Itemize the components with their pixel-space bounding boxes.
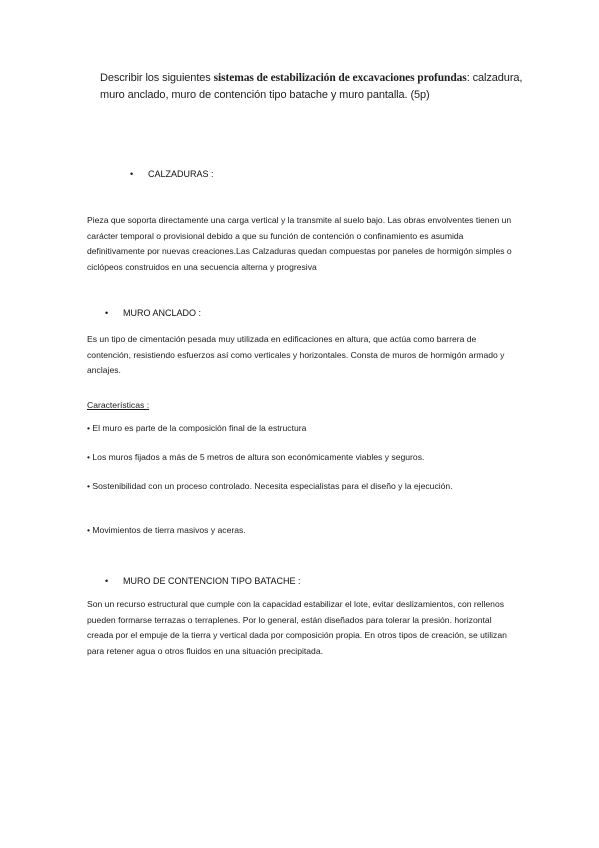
batache-paragraph: Son un recurso estructural que cumple con la capacidad estabilizar el lote, evitar deslizamientos, con rellenos pueden formarse terrazas o terraplenes. Por lo general, están diseñados para tolerar la presión. horizontal creada por el empuje de la tierra y vertical dada por composición propia. En otros tipos de creación, se utilizan para retener agua o otros fluidos en una situación precipitada. bbox=[87, 599, 507, 656]
bullet-icon: • bbox=[105, 308, 109, 318]
heading-text: MURO ANCLADO : bbox=[123, 308, 202, 318]
feature-item: • Sostenibilidad con un proceso controlado. Necesita especialistas para el diseño y la ejecución. bbox=[87, 481, 453, 491]
prompt-suffix: : calzadura, muro anclado, muro de contención tipo batache y muro pantalla. (5p) bbox=[100, 72, 523, 101]
muro-anclado-paragraph: Es un tipo de cimentación pesada muy utilizada en edificaciones en altura, que actúa como barrera de contención, resistiendo esfuerzos así como verticales y horizontales. Consta de muros de hormigón armado y anclajes. bbox=[87, 334, 505, 376]
calzaduras-paragraph: Pieza que soporta directamente una carga vertical y la transmite al suelo bajo. Las obras envolventes tienen un carácter temporal o provisional debido a que su función de contención o confinamiento es asumida definitivamente por nuevas creaciones.Las Calzaduras quedan compuestas por paneles de hormigón simples o ciclópeos construidos en una secuencia alterna y progresiva bbox=[87, 215, 512, 272]
prompt-bold-topic: sistemas de estabilización de excavaciones profundas bbox=[213, 72, 467, 84]
heading-text: CALZADURAS : bbox=[148, 169, 214, 179]
prompt-prefix: Describir los siguientes bbox=[100, 72, 214, 84]
heading-text: MURO DE CONTENCION TIPO BATACHE : bbox=[123, 576, 301, 586]
feature-item: • Los muros fijados a más de 5 metros de altura son económicamente viables y seguros. bbox=[87, 452, 425, 462]
bullet-icon: • bbox=[130, 169, 134, 179]
assignment-prompt bbox=[100, 70, 540, 104]
feature-item: • El muro es parte de la composición final de la estructura bbox=[87, 423, 307, 433]
bullet-icon: • bbox=[105, 576, 109, 586]
feature-item: • Movimientos de tierra masivos y aceras. bbox=[87, 525, 246, 535]
features-title: Características : bbox=[87, 400, 150, 410]
